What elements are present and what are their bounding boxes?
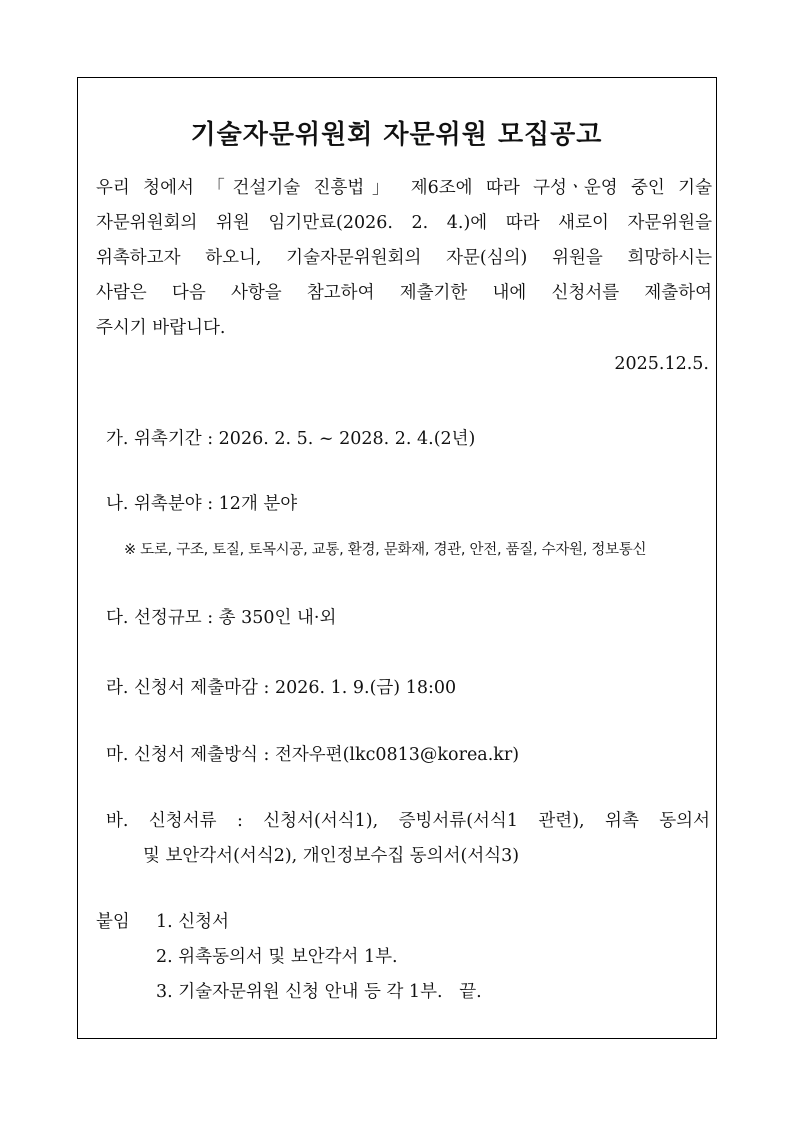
notice-date: 2025.12.5. — [614, 354, 709, 374]
attachment-item: 2. 위촉동의서 및 보안각서 1부. — [156, 947, 398, 967]
intro-line: 우리 청에서 「건설기술 진흥법」 제6조에 따라 구성ㆍ운영 중인 기술 — [96, 178, 712, 198]
attachments-label: 붙임 — [96, 912, 130, 932]
intro-line: 주시기 바랍니다. — [96, 318, 226, 338]
item-selection-scale: 다. 선정규모 : 총 350인 내·외 — [106, 608, 337, 628]
item-documents-continued: 및 보안각서(서식2), 개인정보수집 동의서(서식3) — [143, 846, 520, 866]
fields-note: ※ 도로, 구조, 토질, 토목시공, 교통, 환경, 문화재, 경관, 안전, 품질, 수자원, 정보통신 — [124, 542, 647, 558]
intro-line: 사람은 다음 사항을 참고하여 제출기한 내에 신청서를 제출하여 — [96, 283, 712, 303]
item-submission-method: 마. 신청서 제출방식 : 전자우편(lkc0813@korea.kr) — [106, 745, 520, 765]
item-appointment-period: 가. 위촉기간 : 2026. 2. 5. ~ 2028. 2. 4.(2년) — [106, 429, 476, 449]
intro-line: 자문위원회의 위원 임기만료(2026. 2. 4.)에 따라 새로이 자문위원을 — [96, 213, 712, 233]
document-title: 기술자문위원회 자문위원 모집공고 — [190, 120, 603, 150]
item-appointment-fields: 나. 위촉분야 : 12개 분야 — [106, 494, 298, 514]
attachment-item: 3. 기술자문위원 신청 안내 등 각 1부. 끝. — [156, 982, 482, 1002]
item-deadline: 라. 신청서 제출마감 : 2026. 1. 9.(금) 18:00 — [106, 678, 457, 698]
attachment-item: 1. 신청서 — [156, 912, 229, 932]
intro-line: 위촉하고자 하오니, 기술자문위원회의 자문(심의) 위원을 희망하시는 — [96, 248, 712, 268]
item-documents: 바. 신청서류 : 신청서(서식1), 증빙서류(서식1 관련), 위촉 동의서 — [106, 811, 710, 831]
